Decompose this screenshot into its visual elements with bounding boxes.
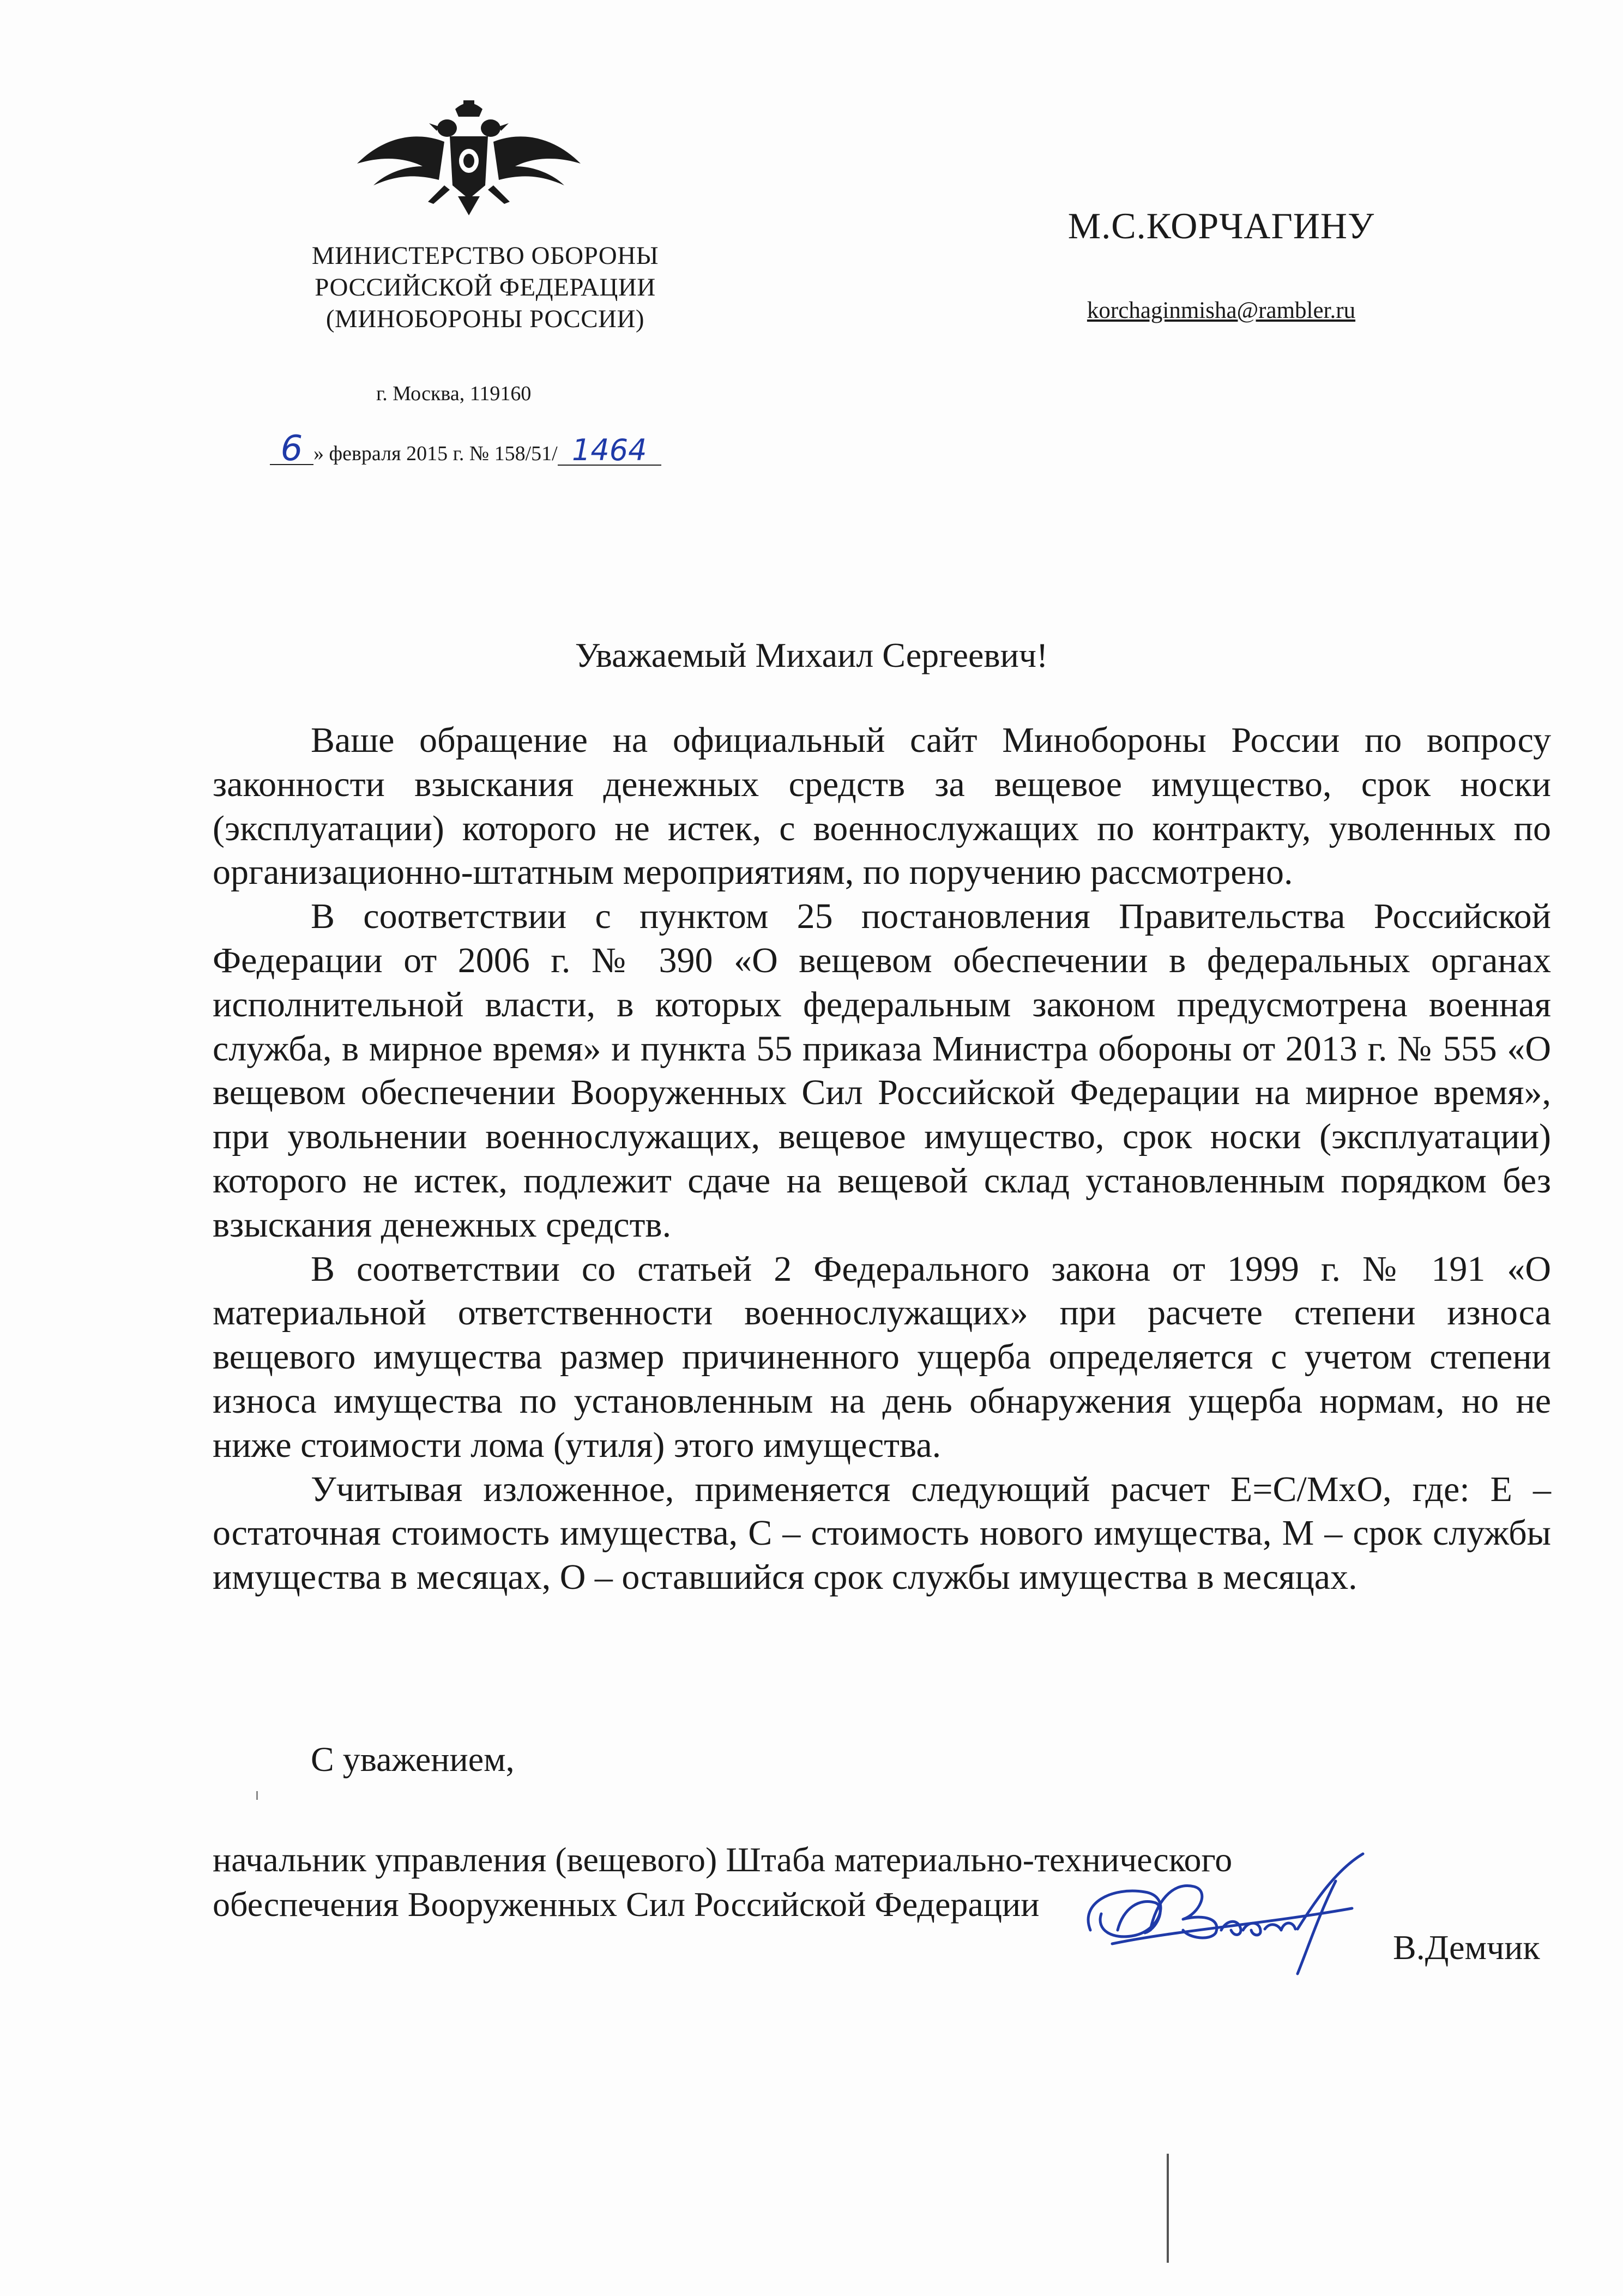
date-registration-line xyxy=(270,429,661,477)
scan-edge-mark xyxy=(1167,2154,1169,2263)
handwritten-reg-number: 1464 xyxy=(558,436,661,466)
signer-name: В.Демчик xyxy=(1393,1928,1540,1967)
salutation: Уважаемый Михаил Сергеевич! xyxy=(575,636,1048,674)
recipient-name: М.С.КОРЧАГИНУ xyxy=(1067,205,1375,246)
body-paragraph: В соответствии со статьей 2 Федерального закона от 1999 г. № 191 «О материальной ответственности военнослужащих» при расчете степени износа вещевого имущества размер причиненного ущерба определяется с учетом степени износа имущества по установленным на день обнаружения ущерба нормам, но не ниже стоимости лома (утиля) этого имущества. xyxy=(213,1249,1551,1465)
org-line: МИНИСТЕРСТВО ОБОРОНЫ xyxy=(311,242,659,270)
body-paragraph: Ваше обращение на официальный сайт Минобороны России по вопросу законности взыскания денежных средств за вещевое имущество, срок носки (эксплуатации) которого не истек, с военнослужащих по контракту, уволенных по организационно-штатным мероприятиям, по поручению рассмотрено. xyxy=(213,720,1551,893)
position-line: начальник управления (вещевого) Штаба материально-технического xyxy=(213,1840,1233,1879)
closing-regards: С уважением, xyxy=(311,1740,515,1779)
recipient-email[interactable]: korchaginmisha@rambler.ru xyxy=(1087,298,1356,323)
double-headed-eagle-emblem xyxy=(352,98,586,218)
org-line: (МИНОБОРОНЫ РОССИИ) xyxy=(325,305,645,333)
org-line: РОССИЙСКОЙ ФЕДЕРАЦИИ xyxy=(315,273,656,302)
body-paragraph: В соответствии с пунктом 25 постановления Правительства Российской Федерации от 2006 г. № 390 «О вещевом обеспечении в федеральных органах исполнительной власти, в которых федеральным законом предусмотрена военная служба, в мирное время» и пункта 55 приказа Министра обороны от 2013 г. № 555 «О вещевом обеспечении Вооруженных Сил Российской Федерации на мирное время», при увольнении военнослужащих, вещевое имущество, срок носки (эксплуатации) которого не истек, подлежит сдаче на вещевой склад установленным порядком без взыскания денежных средств. xyxy=(213,896,1551,1245)
body-paragraph: Учитывая изложенное, применяется следующий расчет Е=С/МхО, где: Е – остаточная стоимость имущества, С – стоимость нового имущества, М – срок службы имущества в месяцах, О – оставшийся срок службы имущества в месяцах. xyxy=(213,1469,1551,1598)
sender-organization xyxy=(240,240,731,335)
handwritten-signature xyxy=(1079,1848,1385,1979)
position-line: обеспечения Вооруженных Сил Российской Федерации xyxy=(213,1885,1040,1924)
date-text: » февраля 2015 г. № 158/51/ xyxy=(313,442,558,465)
scan-speck xyxy=(256,1791,258,1800)
sender-city: г. Москва, 119160 xyxy=(376,382,532,405)
handwritten-day: 6 xyxy=(270,433,313,465)
letter-body xyxy=(213,719,1551,1600)
